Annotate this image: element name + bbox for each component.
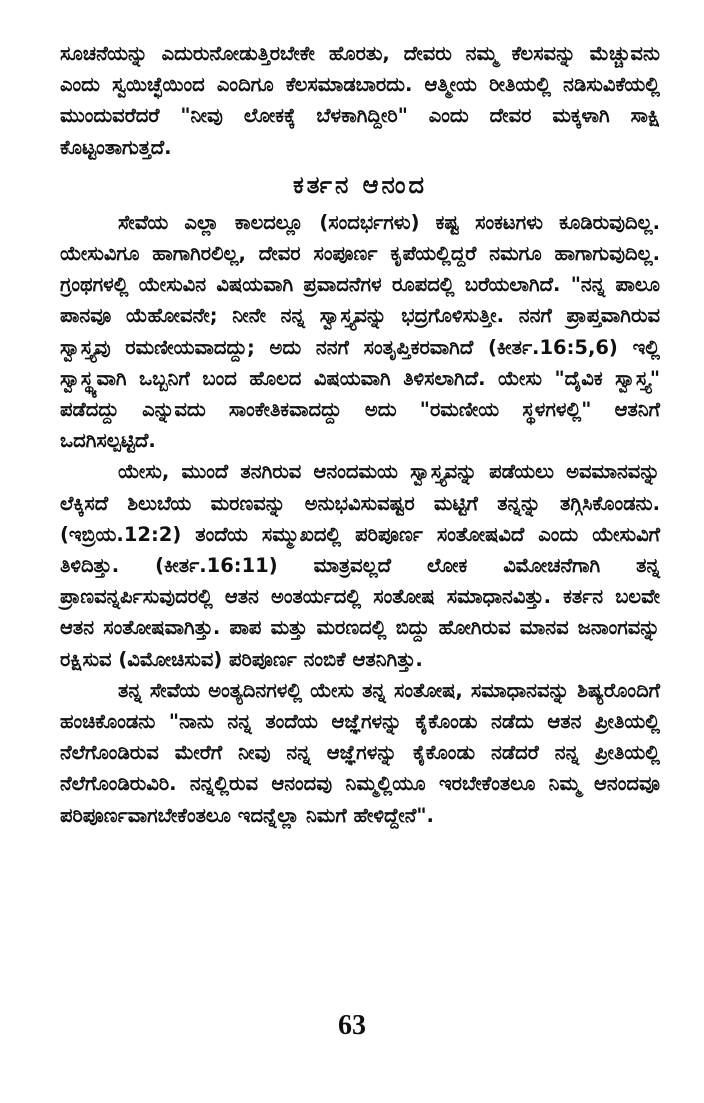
section-heading: ಕರ್ತನ ಆನಂದ (293, 170, 427, 199)
document-page (60, 38, 660, 831)
body-paragraph-3: ತನ್ನ ಸೇವೆಯ ಅಂತ್ಯದಿನಗಳಲ್ಲಿ ಯೇಸು ತನ್ನ ಸಂತೋಷ, ಸಮಾಧಾನವನ್ನು ಶಿಷ್ಯರೊಂದಿಗೆ ಹಂಚಿಕೊಂಡನು "ನಾನು ನನ್ನ ತಂದೆಯ ಆಜ್ಞೆಗಳನ್ನು ಕೈಕೊಂಡು ನಡೆದು ಆತನ ಪ್ರೀತಿಯಲ್ಲಿ ನೆಲೆಗೊಂಡಿರುವ ಮೇರೆಗೆ ನೀವು ನನ್ನ ಆಜ್ಞೆಗಳನ್ನು ಕೈಕೊಂಡು ನಡೆದರೆ ನನ್ನ ಪ್ರೀತಿಯಲ್ಲಿ ನೆಲೆಗೊಂಡಿರುವಿರಿ. ನನ್ನಲ್ಲಿರುವ ಆನಂದವು ನಿಮ್ಮಲ್ಲಿಯೂ ಇರಬೇಕೆಂತಲೂ ನಿಮ್ಮ ಆನಂದವೂ ಪರಿಪೂರ್ಣವಾಗಬೇಕೆಂತಲೂ ಇದನ್ನೆಲ್ಲಾ ನಿಮಗೆ ಹೇಳಿದ್ದೇನೆ". (60, 678, 660, 827)
body-paragraph-1: ಸೇವೆಯ ಎಲ್ಲಾ ಕಾಲದಲ್ಲೂ (ಸಂದರ್ಭಗಳು) ಕಷ್ಟ ಸಂಕಟಗಳು ಕೂಡಿರುವುದಿಲ್ಲ. ಯೇಸುವಿಗೂ ಹಾಗಾಗಿರಲಿಲ್ಲ, ದೇವರ ಸಂಪೂರ್ಣ ಕೃಪೆಯಲ್ಲಿದ್ದರೆ ನಮಗೂ ಹಾಗಾಗುವುದಿಲ್ಲ. ಗ್ರಂಥಗಳಲ್ಲಿ ಯೇಸುವಿನ ವಿಷಯವಾಗಿ ಪ್ರವಾದನೆಗಳ ರೂಪದಲ್ಲಿ ಬರೆಯಲಾಗಿದೆ. "ನನ್ನ ಪಾಲೂ ಪಾನವೂ ಯೆಹೋವನೇ; ನೀನೇ ನನ್ನ ಸ್ವಾಸ್ತ್ಯವನ್ನು ಭದ್ರಗೊಳಿಸುತ್ತೀ. ನನಗೆ ಪ್ರಾಪ್ತವಾಗಿರುವ ಸ್ವಾಸ್ತ್ಯವು ರಮಣೀಯವಾದದ್ದು; ಅದು ನನಗೆ ಸಂತೃಪ್ತಿಕರವಾಗಿದೆ (ಕೀರ್ತ.16:5,6) ಇಲ್ಲಿ ಸ್ವಾಸ್ಥ್ಯವಾಗಿ ಒಬ್ಬನಿಗೆ ಬಂದ ಹೊಲದ ವಿಷಯವಾಗಿ ತಿಳಿಸಲಾಗಿದೆ. ಯೇಸು "ದೈವಿಕ ಸ್ವಾಸ್ತ್ಯ" ಪಡೆದದ್ದು ಎನ್ನುವದು ಸಾಂಕೇತಿಕವಾದದ್ದು ಅದು "ರಮಣೀಯ ಸ್ಥಳಗಳಲ್ಲಿ" ಆತನಿಗೆ ಒದಗಿಸಲ್ಪಟ್ಟಿದೆ. (60, 210, 660, 453)
page-number: 63 (338, 1010, 366, 1041)
intro-paragraph: ಸೂಚನೆಯನ್ನು ಎದುರುನೋಡುತ್ತಿರಬೇಕೇ ಹೊರತು, ದೇವರು ನಮ್ಮ ಕೆಲಸವನ್ನು ಮೆಚ್ಚುವನು ಎಂದು ಸ್ವಯಿಚ್ಛೆಯಿಂದ ಎಂದಿಗೂ ಕೆಲಸಮಾಡಬಾರದು. ಆತ್ಮೀಯ ರೀತಿಯಲ್ಲಿ ನಡಿಸುವಿಕೆಯಲ್ಲಿ ಮುಂದುವರೆದರೆ "ನೀವು ಲೋಕಕ್ಕೆ ಬೆಳಕಾಗಿದ್ದೀರಿ" ಎಂದು ದೇವರ ಮಕ್ಕಳಾಗಿ ಸಾಕ್ಷಿ ಕೊಟ್ಟಂತಾಗುತ್ತದೆ. (60, 42, 660, 159)
body-paragraph-2: ಯೇಸು, ಮುಂದೆ ತನಗಿರುವ ಆನಂದಮಯ ಸ್ವಾಸ್ತ್ಯವನ್ನು ಪಡೆಯಲು ಅವಮಾನವನ್ನು ಲೆಕ್ಕಿಸದೆ ಶಿಲುಬೆಯ ಮರಣವನ್ನು ಅನುಭವಿಸುವಷ್ಟರ ಮಟ್ಟಿಗೆ ತನ್ನನ್ನು ತಗ್ಗಿಸಿಕೊಂಡನು. (ಇಬ್ರಿಯ.12:2) ತಂದೆಯ ಸಮ್ಮುಖದಲ್ಲಿ ಪರಿಪೂರ್ಣ ಸಂತೋಷವಿದೆ ಎಂದು ಯೇಸುವಿಗೆ ತಿಳಿದಿತ್ತು. (ಕೀರ್ತ.16:11) ಮಾತ್ರವಲ್ಲದೆ ಲೋಕ ವಿಮೋಚನೆಗಾಗಿ ತನ್ನ ಪ್ರಾಣವನ್ನರ್ಪಿಸುವುದರಲ್ಲಿ ಆತನ ಅಂತರ್ಯದಲ್ಲಿ ಸಂತೋಷ ಸಮಾಧಾನವಿತ್ತು. ಕರ್ತನ ಬಲವೇ ಆತನ ಸಂತೋಷವಾಗಿತ್ತು. ಪಾಪ ಮತ್ತು ಮರಣದಲ್ಲಿ ಬಿದ್ದು ಹೋಗಿರುವ ಮಾನವ ಜನಾಂಗವನ್ನು ರಕ್ಷಿಸುವ (ವಿಮೋಚಿಸುವ) ಪರಿಪೂರ್ಣ ನಂಬಿಕೆ ಆತನಿಗಿತ್ತು. (60, 460, 660, 671)
